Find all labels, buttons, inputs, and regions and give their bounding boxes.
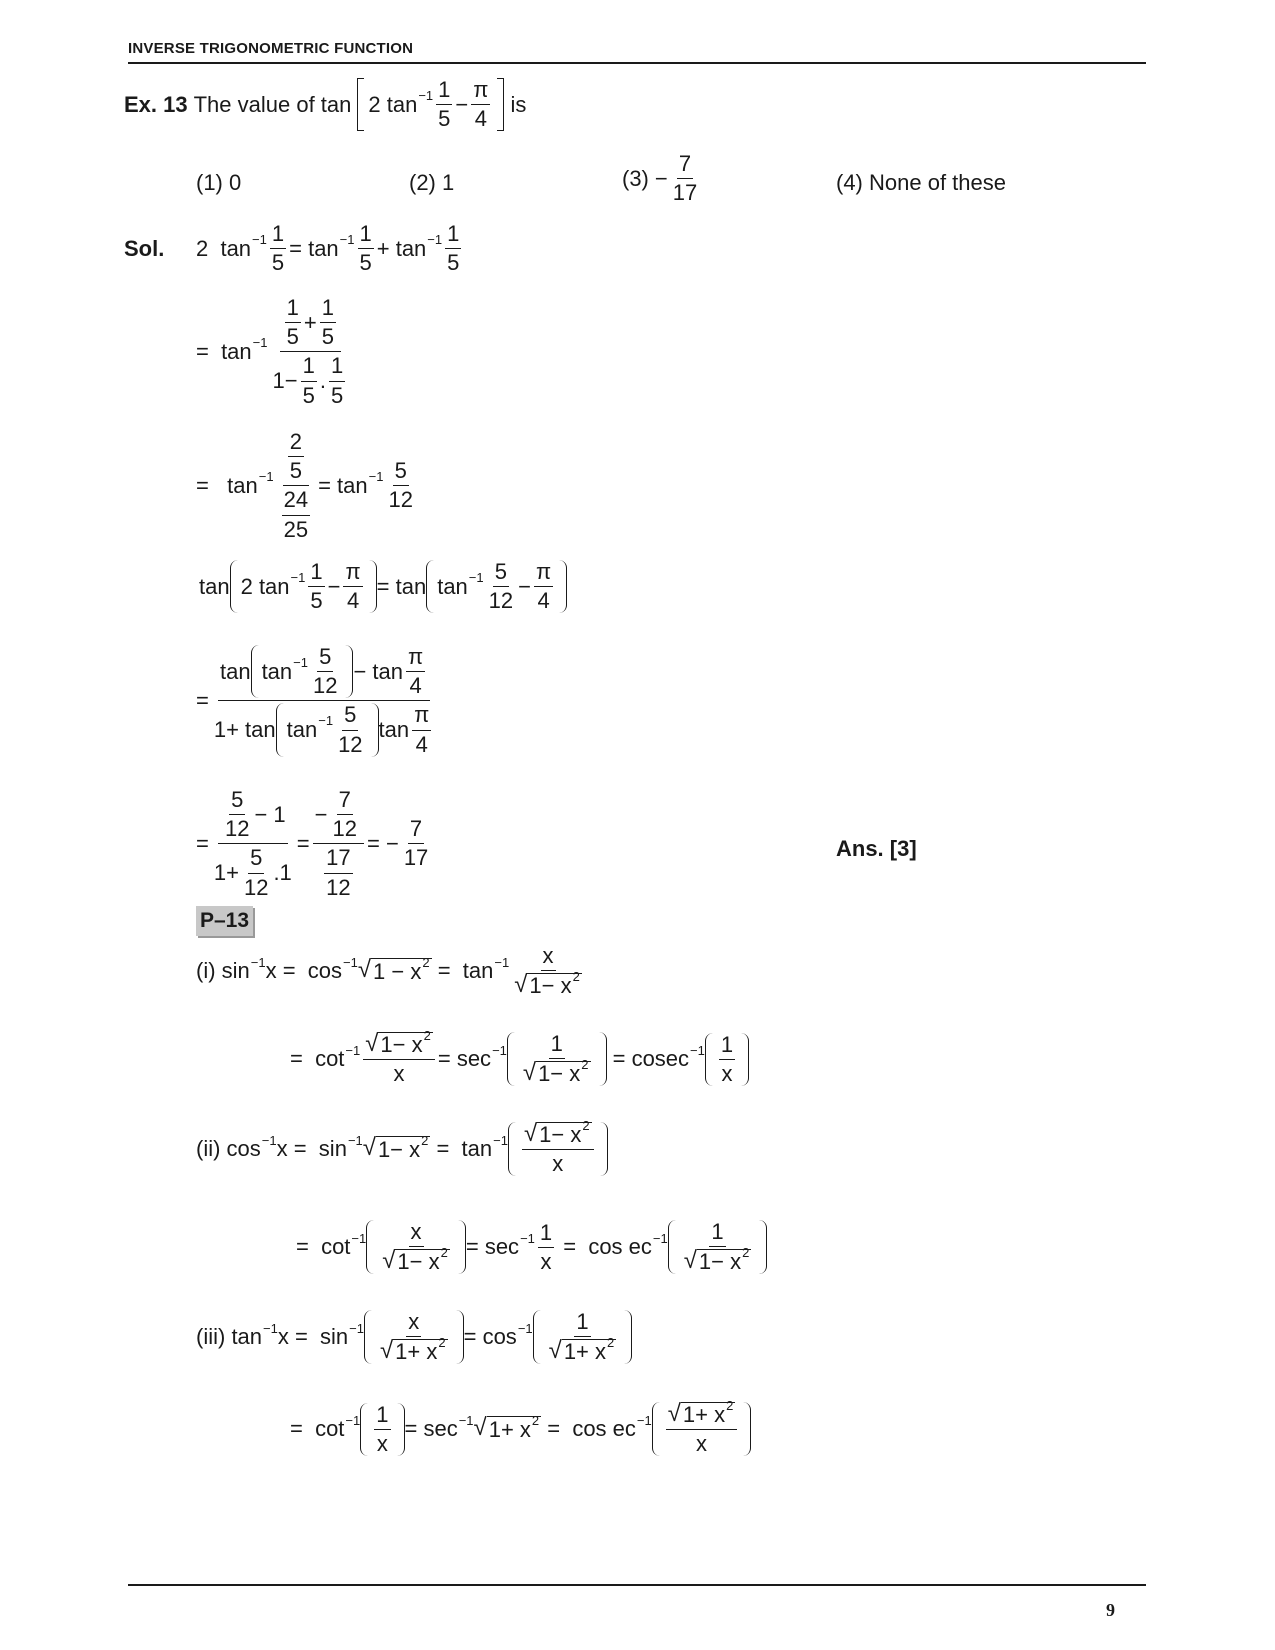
example-suffix: is bbox=[510, 91, 527, 117]
header-rule bbox=[128, 62, 1146, 64]
solution-label: Sol. bbox=[124, 236, 165, 261]
option-1: (1) 0 bbox=[196, 170, 242, 195]
solution-step-4: tan 2 tan $^{-1}$ $\frac{1}{5}$ − $\frac{\pi}{4}$ = tan tan $^{-1}$ $\frac{5}{12}$ − $\frac{\pi}{4}$ bbox=[199, 560, 567, 613]
solution-step-1: 2 tan $^{-1}$ $\frac{1}{5}$ = tan $^{-1}$ $\frac{1}{5}$ + tan $^{-1}$ $\frac{1}{5}$ bbox=[196, 221, 460, 276]
identity-ii-line-1: (ii) cos $^{-1}$ x = sin $^{-1}$ √ 1− x $^2$ = tan $^{-1}$ √ 1− x $^2$ x bbox=[196, 1122, 608, 1176]
identity-i-line-2: = cot $^{-1}$ √ 1− x $^2$ x = sec $^{-1}$ 1 √ 1− x $^2$ = cosec $^{-1}$ $\frac{1}{x}$ bbox=[290, 1032, 749, 1086]
identity-ii-line-2: = cot $^{-1}$ x √ 1− x $^2$ = sec $^{-1}$ $\frac{1}{x}$ = cos ec $^{-1}$ 1 √ 1− x $^2$ bbox=[296, 1220, 767, 1274]
solution-step-5: = tan tan $^{-1}$ $\frac{5}{12}$ − tan $\frac{\pi}{4}$ 1+ tan tan $^{-1}$ $\frac{5}{12}$ tan $\frac{\pi}{4}$ bbox=[196, 644, 430, 757]
page-header-title: INVERSE TRIGONOMETRIC FUNCTION bbox=[128, 40, 414, 57]
example-label: Ex. 13 bbox=[124, 91, 188, 117]
question-bracket: 2 tan $^{-1}$ $\frac{1}{5}$ − $\frac{\pi}{4}$ bbox=[357, 78, 504, 131]
page-number: 9 bbox=[1106, 1600, 1115, 1620]
solution-step-2: = tan $^{-1}$ $\frac{1}{5}$ + $\frac{1}{5}$ 1− $\frac{1}{5}$ . $\frac{1}{5}$ bbox=[196, 295, 344, 408]
solution-step-6: = $\frac{5}{12}$ − 1 1+ $\frac{5}{12}$ .1 = − $\frac{7}{12}$ $\frac{17}{12}$ = − $\frac{7}{17}$ bbox=[196, 787, 429, 900]
solution-step-3: = tan $^{-1}$ $\frac{\frac{2}{5}}{\frac{24}{25}}$ = tan $^{-1}$ $\frac{5}{12}$ bbox=[196, 429, 413, 542]
identity-iii-line-1: (iii) tan $^{-1}$ x = sin $^{-1}$ x √ 1+ x $^2$ = cos $^{-1}$ 1 √ 1+ x $^2$ bbox=[196, 1310, 632, 1364]
example-question bbox=[124, 78, 526, 131]
option-2: (2) 1 bbox=[409, 170, 455, 195]
example-prompt: The value of tan bbox=[193, 91, 352, 117]
option-3: (3) − $\frac{7}{17}$ bbox=[622, 151, 698, 206]
practice-label: P–13 bbox=[196, 906, 253, 936]
footer-rule bbox=[128, 1584, 1146, 1586]
identity-i-line-1: (i) sin $^{-1}$ x = cos $^{-1}$ √ 1 − x $^2$ = tan $^{-1}$ x √ 1− x $^2$ bbox=[196, 943, 580, 999]
option-4: (4) None of these bbox=[836, 170, 1006, 195]
identity-iii-line-2: = cot $^{-1}$ $\frac{1}{x}$ = sec $^{-1}$ √ 1+ x $^2$ = cos ec $^{-1}$ √ 1+ x $^2$ x bbox=[290, 1402, 751, 1456]
answer-label: Ans. [3] bbox=[836, 836, 917, 861]
